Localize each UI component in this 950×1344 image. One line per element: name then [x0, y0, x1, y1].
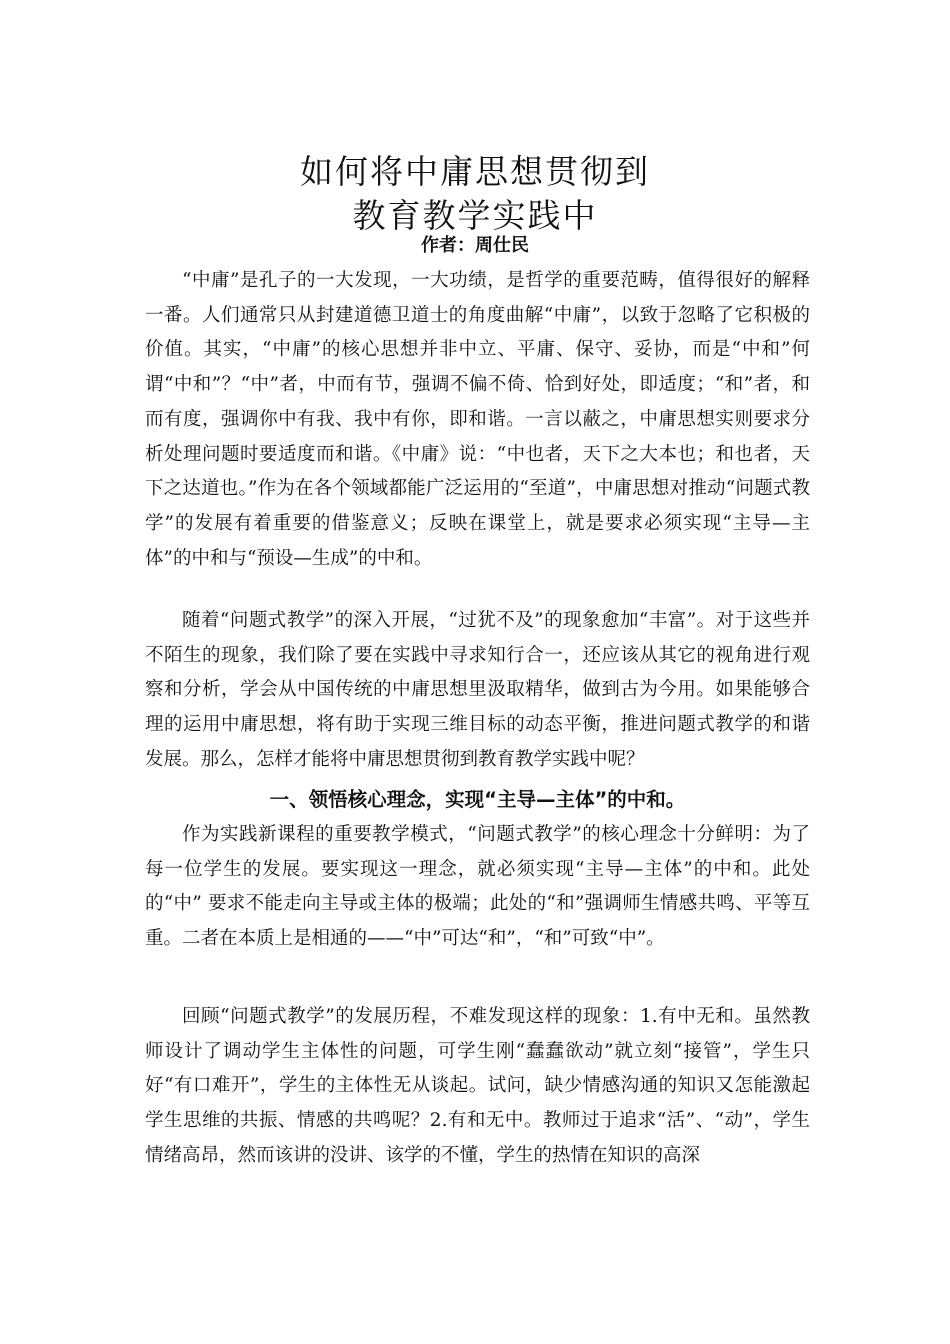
document-title-line-2: 教育教学实践中	[352, 196, 598, 235]
paragraph-context: 随着“问题式教学”的深入开展，“过犹不及”的现象愈加“丰富”。对于这些并不陌生的现象，我们除了要在实践中寻求知行合一，还应该从其它的视角进行观察和分析，学会从中国传统的中庸思想里汲取精华，做到古为今用。如果能够合理的运用中庸思想，将有助于实现三维目标的动态平衡，推进问题式教学的和谐发展。那么，怎样才能将中庸思想贯彻到教育教学实践中呢？	[145, 610, 810, 770]
section-heading: 一、领悟核心理念，实现“主导—主体”的中和。	[269, 788, 686, 811]
paragraph-intro: “中庸”是孔子的一大发现，一大功绩，是哲学的重要范畴，值得很好的解释一番。人们通常只从封建道德卫道士的角度曲解“中庸”，以致于忽略了它积极的价值。其实，“中庸”的核心思想并非中立、平庸、保守、妥协，而是“中和”何谓“中和”？“中”者，中而有节，强调不偏不倚、恰到好处，即适度；“和”者，和而有度，强调你中有我、我中有你，即和谐。一言以蔽之，中庸思想实则要求分析处理问题时要适度而和谐。《中庸》说：“中也者，天下之大本也；和也者，天下之达道也。”作为在各个领域都能广泛运用的“至道”，中庸思想对推动“问题式教学”的发展有着重要的借鉴意义；反映在课堂上，就是要求必须实现“主导—主体”的中和与“预设—生成”的中和。	[145, 270, 810, 569]
author-line: 作者：周仕民	[421, 235, 529, 256]
paragraph-review: 回顾“问题式教学”的发展历程，不难发现这样的现象：1.有中无和。虽然教师设计了调动学生主体性的问题，可学生刚“蠢蠢欲动”就立刻“接管”，学生只好“有口难开”，学生的主体性无从谈起。试问，缺少情感沟通的知识又怎能激起学生思维的共振、情感的共鸣呢？2.有和无中。教师过于追求“活”、“动”，学生情绪高昂，然而该讲的没讲、该学的不懂，学生的热情在知识的高深	[145, 1006, 810, 1166]
paragraph-core-concept: 作为实践新课程的重要教学模式，“问题式教学”的核心理念十分鲜明：为了每一位学生的发展。要实现这一理念，就必须实现“主导—主体”的中和。此处的“中” 要求不能走向主导或主体的极端；此处的“和”强调师生情感共鸣、平等互重。二者在本质上是相通的——“中”可达“和”，“和”可致“中”。	[145, 824, 810, 950]
document-title-line-1: 如何将中庸思想贯彻到	[300, 152, 650, 191]
